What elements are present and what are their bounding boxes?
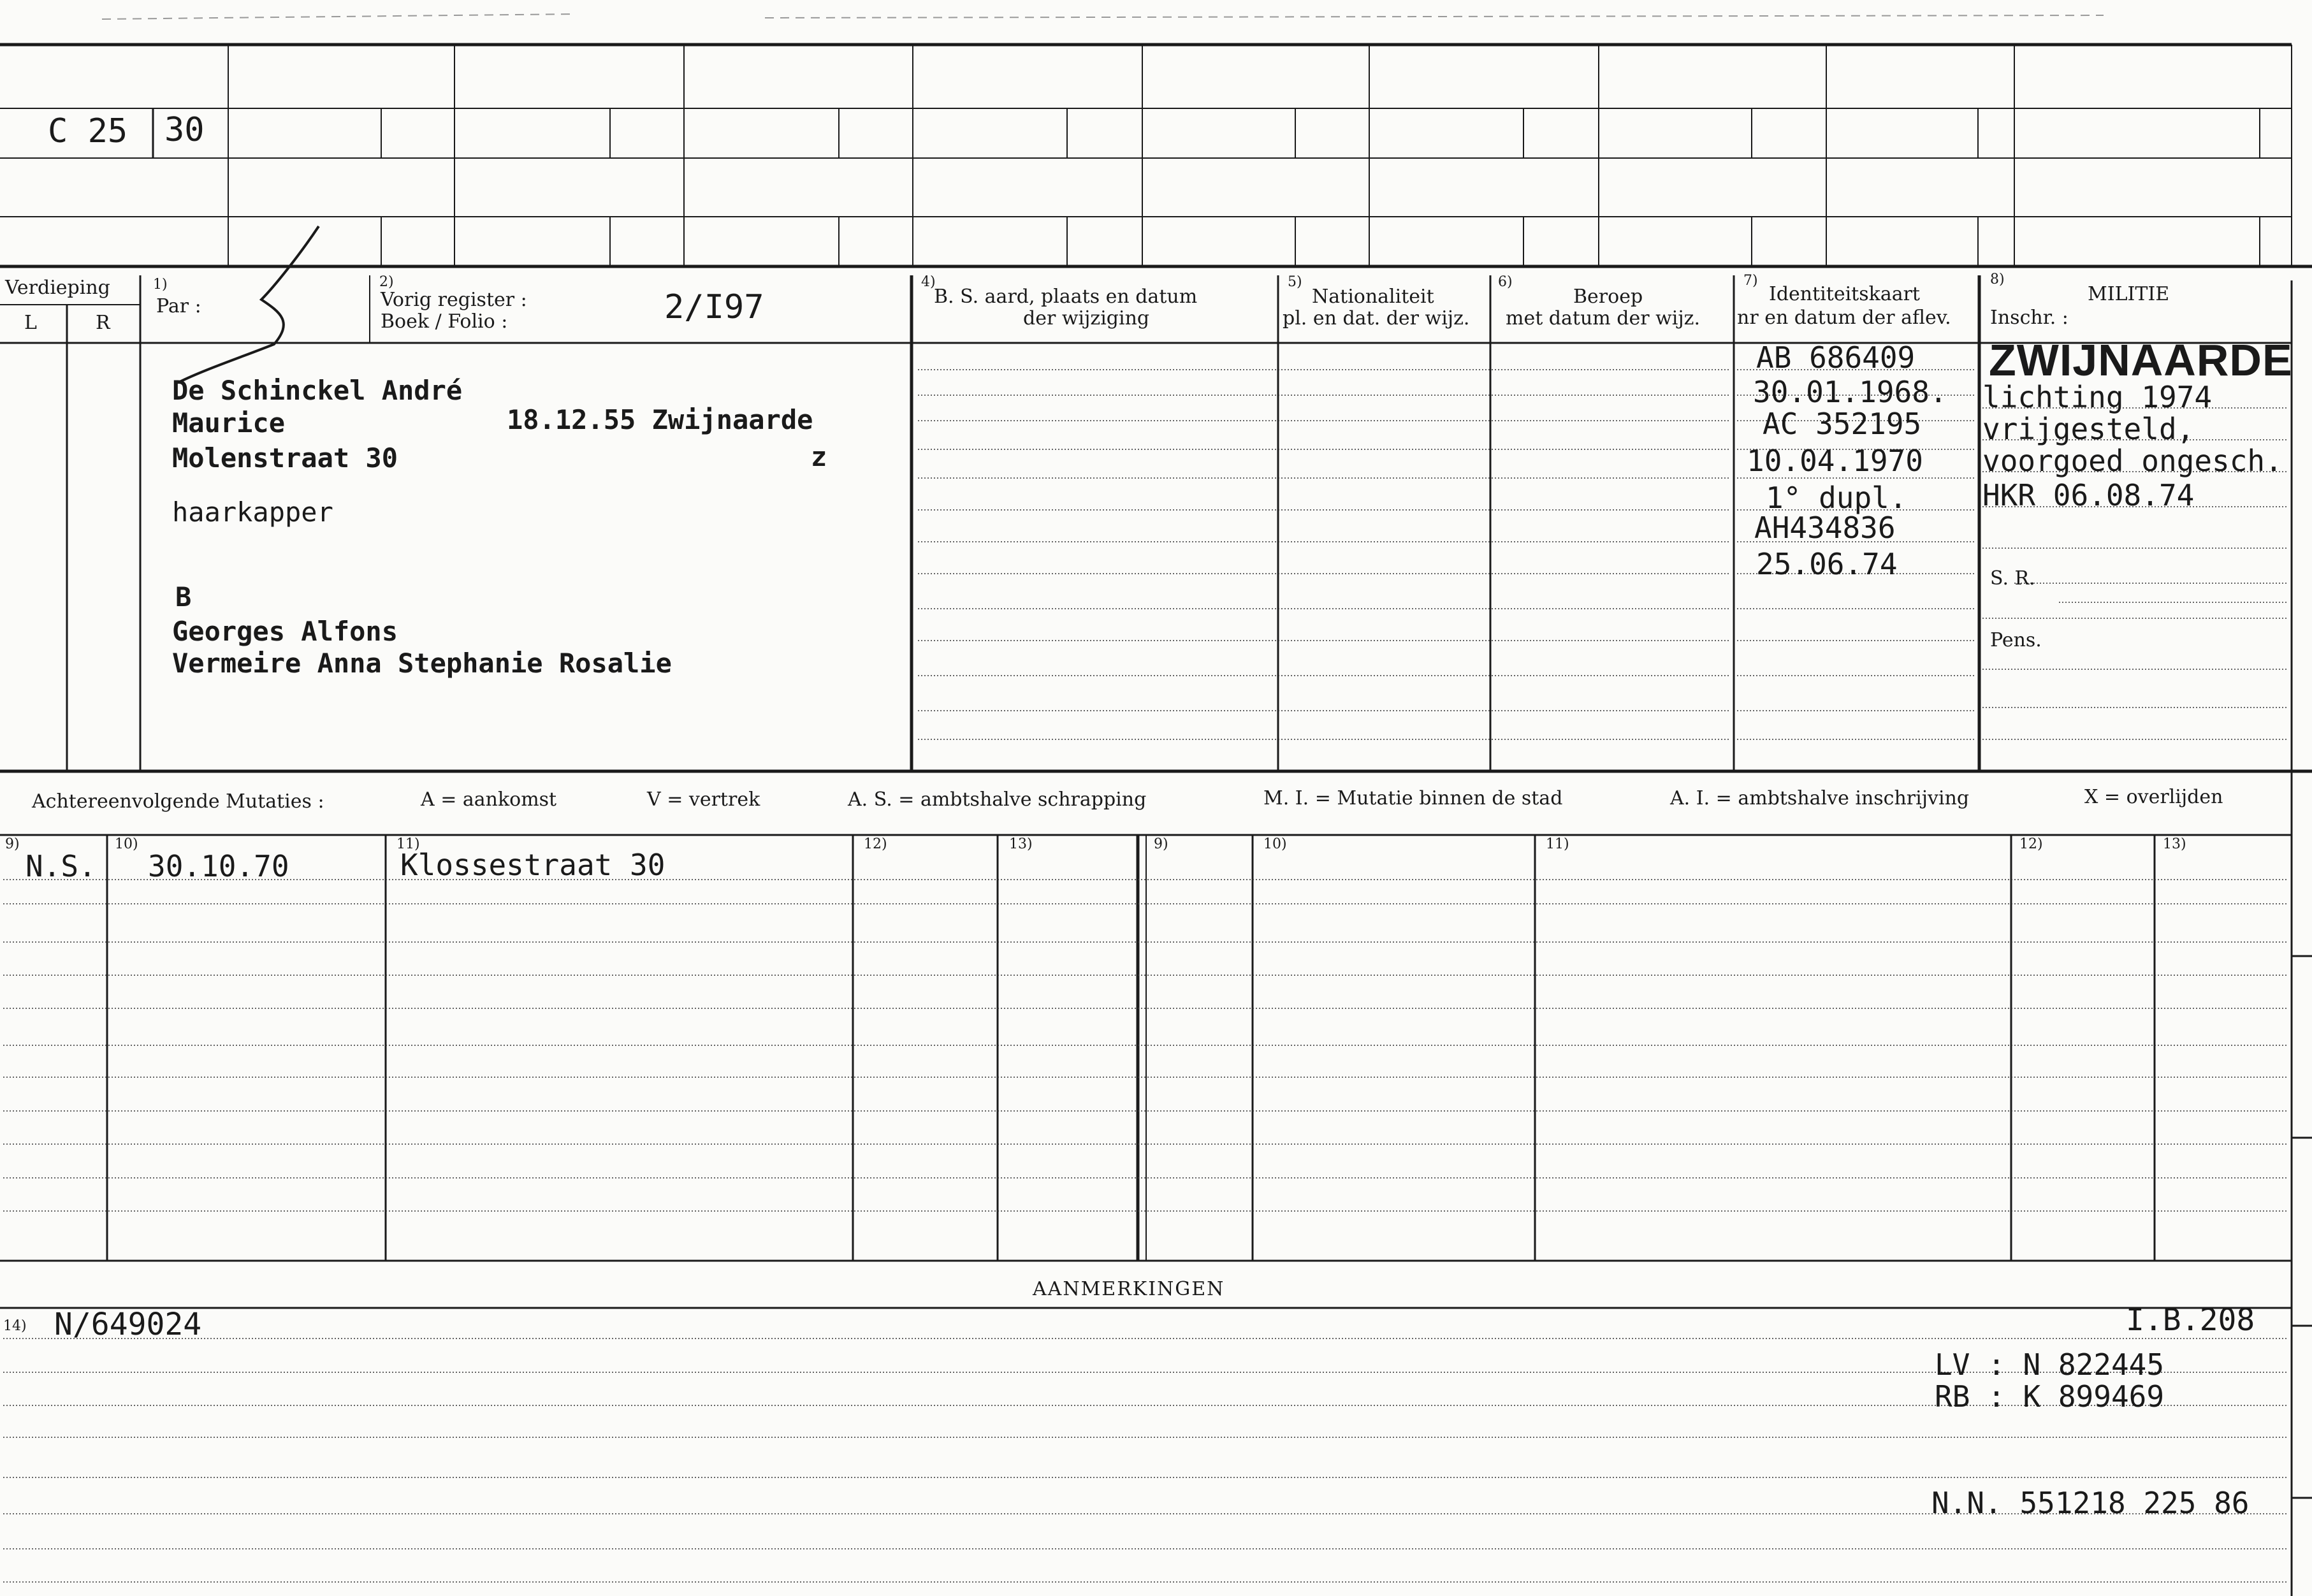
mutations-legend-item: A. I. = ambtshalve inschrijving <box>1670 787 1970 809</box>
mutations-legend-item: M. I. = Mutatie binnen de stad <box>1263 787 1563 809</box>
mutation-col-num: 11) <box>1546 836 1569 852</box>
mutation-address: Klossestraat 30 <box>400 848 665 882</box>
militie-line: vrijgesteld, <box>1982 412 2195 446</box>
mutations-legend-item: A = aankomst <box>421 788 557 811</box>
header-c6-num: 6) <box>1498 274 1513 290</box>
militie-stamp: ZWIJNAARDE <box>1989 335 2293 385</box>
person-profession: haarkapper <box>172 497 333 528</box>
person-mother: Vermeire Anna Stephanie Rosalie <box>172 648 672 679</box>
id-card-line: AC 352195 <box>1763 407 1922 441</box>
remarks-nn: N.N. 551218 225 86 <box>1931 1486 2250 1520</box>
id-card-line: 25.06.74 <box>1756 547 1898 581</box>
militie-line: lichting 1974 <box>1982 380 2213 414</box>
header-col-r: R <box>96 312 110 334</box>
vorig-register-value: 2/I97 <box>664 288 764 326</box>
mutation-col-num: 9) <box>1154 836 1168 852</box>
header-identiteitskaart: Identiteitskaart <box>1769 283 1920 305</box>
remarks-n-number: N/649024 <box>54 1307 202 1342</box>
remarks-ib: I.B.208 <box>2126 1302 2255 1338</box>
remarks-rb: RB : K 899469 <box>1935 1379 2165 1414</box>
id-card-line: 1° dupl. <box>1766 481 1907 515</box>
header-c1-num: 1) <box>153 277 168 293</box>
header-identiteitskaart-sub: nr en datum der aflev. <box>1737 307 1951 329</box>
header-beroep: Beroep <box>1573 286 1643 308</box>
person-b-mark: B <box>175 581 192 613</box>
id-card-line: 10.04.1970 <box>1747 444 1923 478</box>
mutation-col-num: 12) <box>864 836 887 852</box>
mutation-col-num: 9) <box>5 836 20 852</box>
top-number: 30 <box>164 111 205 149</box>
mutations-title: Achtereenvolgende Mutaties : <box>32 790 324 813</box>
person-name: De Schinckel André <box>172 375 463 406</box>
militie-line: voorgoed ongesch. <box>1982 444 2283 478</box>
militie-pens-label: Pens. <box>1990 629 2042 651</box>
mutation-col-num: 10) <box>115 836 138 852</box>
header-nationaliteit: Nationaliteit <box>1312 286 1434 308</box>
id-card-line: 30.01.1968. <box>1753 375 1947 409</box>
mutation-col-num: 11) <box>396 836 420 852</box>
mutation-type: N.S. <box>25 849 96 883</box>
id-card-line: AB 686409 <box>1756 340 1916 375</box>
header-vorig-register: Vorig register : <box>381 289 527 311</box>
person-father: Georges Alfons <box>172 616 398 647</box>
header-c5-num: 5) <box>1288 274 1302 290</box>
header-c8-num: 8) <box>1990 272 2005 287</box>
militie-line: HKR 06.08.74 <box>1982 478 2195 512</box>
mutation-col-num: 12) <box>2019 836 2043 852</box>
header-verdieping: Verdieping <box>5 277 110 299</box>
header-militie: MILITIE <box>2088 283 2170 305</box>
mutation-col-num: 13) <box>2163 836 2186 852</box>
header-col-l: L <box>24 312 37 334</box>
header-nationaliteit-sub: pl. en dat. der wijz. <box>1283 307 1470 330</box>
person-birth: 18.12.55 Zwijnaarde <box>507 404 813 435</box>
header-par-label: Par : <box>156 295 201 317</box>
mutation-col-num: 10) <box>1263 836 1287 852</box>
header-der-wijziging: der wijziging <box>1023 307 1150 330</box>
header-c7-num: 7) <box>1743 273 1758 289</box>
person-firstname: Maurice <box>172 407 286 439</box>
mutations-legend-item: A. S. = ambtshalve schrapping <box>848 788 1147 811</box>
mutations-legend-item: V = vertrek <box>647 788 760 811</box>
header-beroep-sub: met datum der wijz. <box>1506 307 1700 330</box>
header-bs-aard: B. S. aard, plaats en datum <box>934 286 1198 308</box>
mutation-date: 30.10.70 <box>148 849 289 883</box>
mutation-col-num: 13) <box>1009 836 1033 852</box>
id-card-line: AH434836 <box>1754 511 1896 545</box>
header-c4-num: 4) <box>921 274 936 290</box>
remarks-num: 14) <box>3 1318 27 1334</box>
remarks-title: AANMERKINGEN <box>1033 1278 1225 1300</box>
header-inschr: Inschr. : <box>1990 307 2068 329</box>
top-code: C 25 <box>48 112 128 150</box>
person-z-mark: z <box>811 441 827 472</box>
header-boek-folio: Boek / Folio : <box>381 310 508 333</box>
militie-sr-label: S. R. <box>1990 567 2035 590</box>
header-c2-num: 2) <box>379 274 394 290</box>
person-address: Molenstraat 30 <box>172 442 398 474</box>
mutations-legend-item: X = overlijden <box>2084 786 2223 808</box>
remarks-lv: LV : N 822445 <box>1935 1347 2165 1382</box>
